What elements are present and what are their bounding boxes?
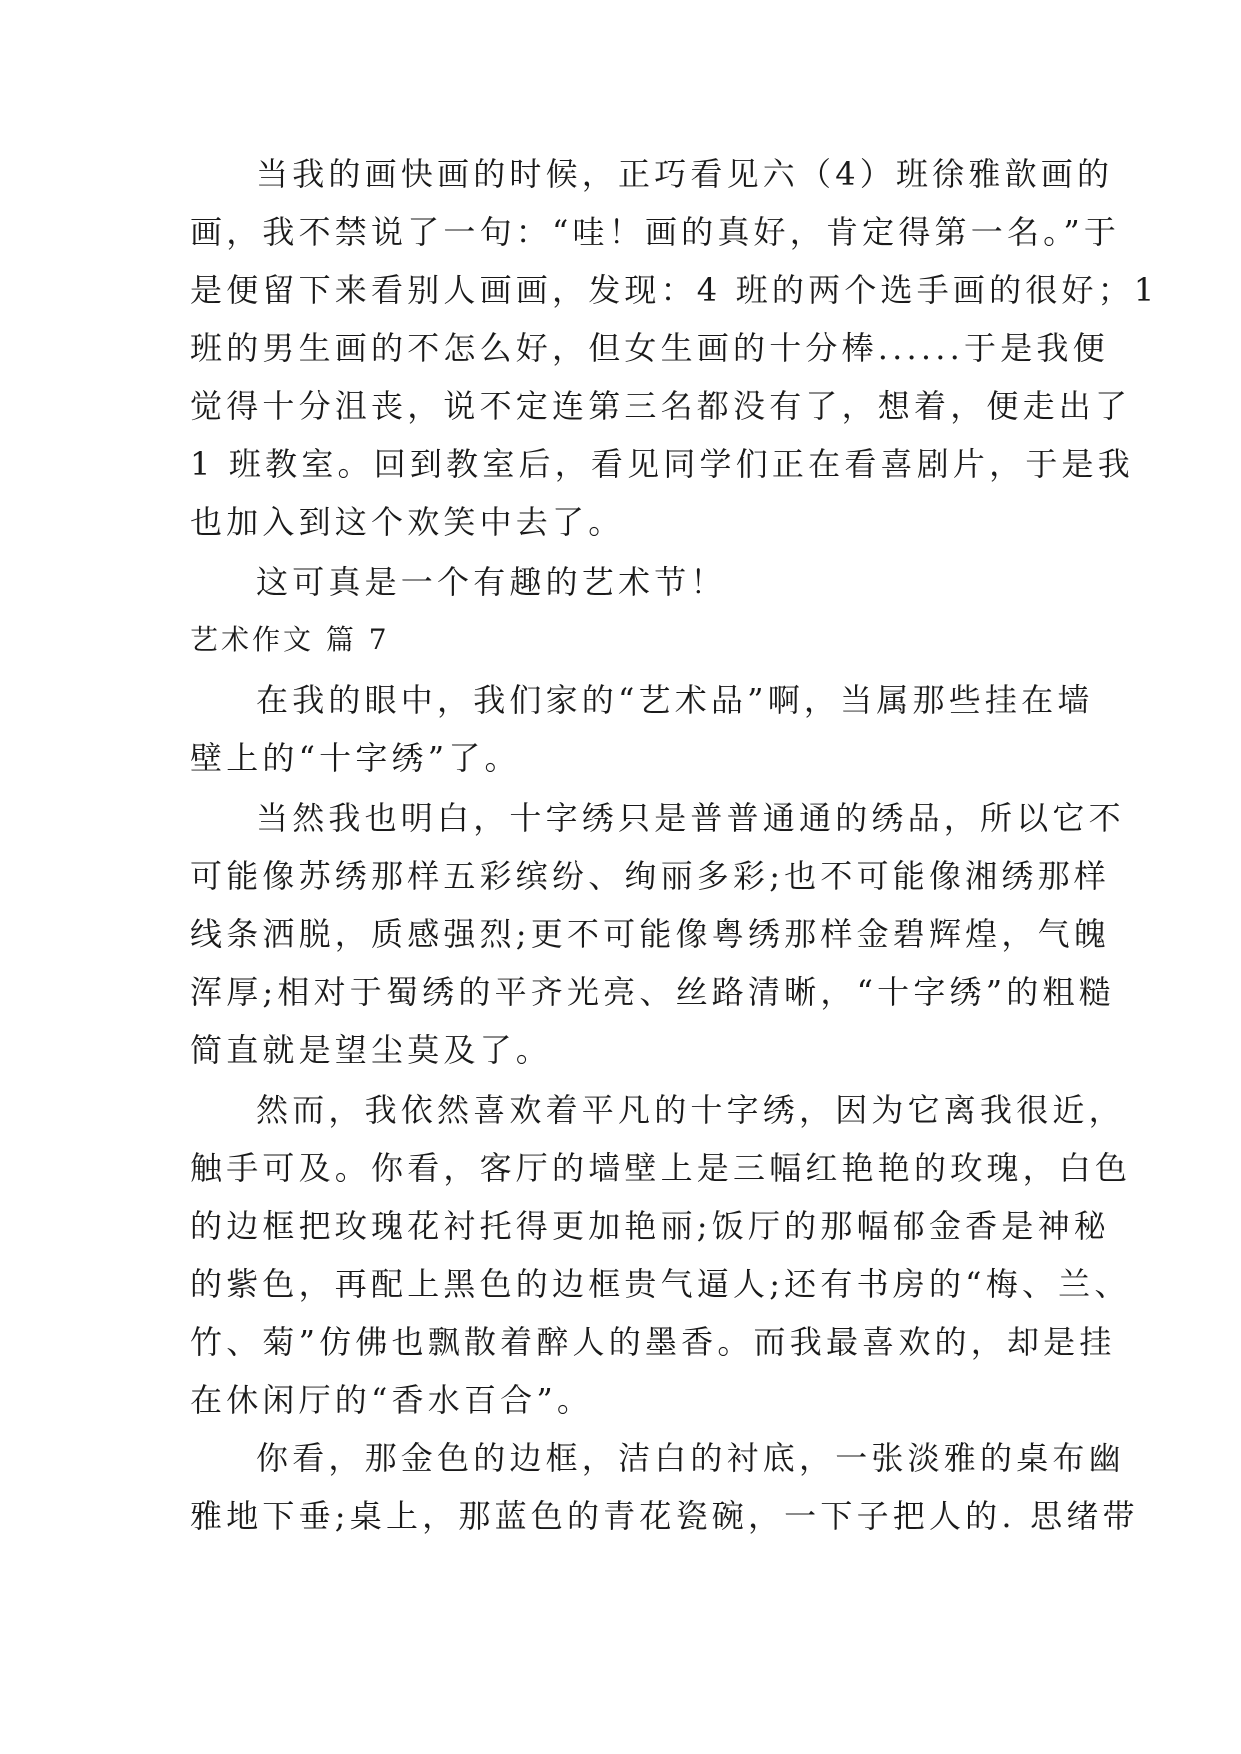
paragraph-line: 你看，那金色的边框，洁白的衬底，一张淡雅的桌布幽 xyxy=(256,1439,1125,1477)
paragraph-line: 浑厚;相对于蜀绣的平齐光亮、丝路清晰，“十字绣”的粗糙 xyxy=(190,973,1115,1011)
paragraph-line: 也加入到这个欢笑中去了。 xyxy=(190,503,625,541)
paragraph-line: 画，我不禁说了一句：“哇！画的真好，肯定得第一名。”于 xyxy=(190,213,1121,251)
paragraph-line: 竹、菊”仿佛也飘散着醉人的墨香。而我最喜欢的，却是挂 xyxy=(190,1323,1116,1361)
paragraph-line: 这可真是一个有趣的艺术节！ xyxy=(256,563,727,601)
paragraph-line: 当我的画快画的时候，正巧看见六（4）班徐雅歆画的 xyxy=(256,155,1114,193)
paragraph-line: 雅地下垂;桌上，那蓝色的青花瓷碗，一下子把人的. 思绪带 xyxy=(190,1497,1139,1535)
paragraph-line: 在休闲厅的“香水百合”。 xyxy=(190,1381,594,1419)
paragraph-line: 是便留下来看别人画画，发现：4 班的两个选手画的很好；1 xyxy=(190,271,1159,309)
paragraph-line: 当然我也明白，十字绣只是普普通通的绣品，所以它不 xyxy=(256,799,1125,837)
paragraph-line: 1 班教室。回到教室后，看见同学们正在看喜剧片，于是我 xyxy=(190,445,1134,483)
paragraph-line: 的边框把玫瑰花衬托得更加艳丽;饭厅的那幅郁金香是神秘 xyxy=(190,1207,1110,1245)
paragraph-line: 在我的眼中，我们家的“艺术品”啊，当属那些挂在墙 xyxy=(256,681,1094,719)
paragraph-line: 班的男生画的不怎么好，但女生画的十分棒......于是我便 xyxy=(190,329,1109,367)
paragraph-line: 壁上的“十字绣”了。 xyxy=(190,739,521,777)
paragraph-line: 觉得十分沮丧，说不定连第三名都没有了，想着，便走出了 xyxy=(190,387,1132,425)
paragraph-line: 然而，我依然喜欢着平凡的十字绣，因为它离我很近， xyxy=(256,1091,1125,1129)
section-heading: 艺术作文 篇 7 xyxy=(190,623,390,656)
paragraph-line: 触手可及。你看，客厅的墙壁上是三幅红艳艳的玫瑰，白色 xyxy=(190,1149,1132,1187)
paragraph-line: 线条洒脱，质感强烈;更不可能像粤绣那样金碧辉煌，气魄 xyxy=(190,915,1110,953)
paragraph-line: 的紫色，再配上黑色的边框贵气逼人;还有书房的“梅、兰、 xyxy=(190,1265,1131,1303)
paragraph-line: 可能像苏绣那样五彩缤纷、绚丽多彩;也不可能像湘绣那样 xyxy=(190,857,1110,895)
paragraph-line: 简直就是望尘莫及了。 xyxy=(190,1031,553,1069)
